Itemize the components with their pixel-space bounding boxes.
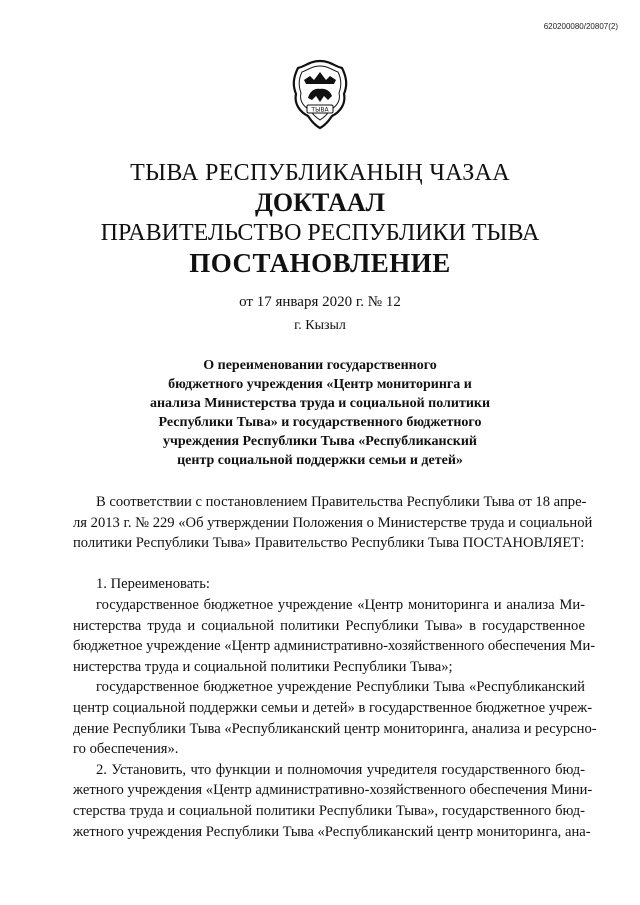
subject-line: Республики Тыва» и государственного бюджетного — [158, 415, 482, 430]
subject-line: центр социальной поддержки семьи и детей» — [177, 453, 463, 468]
government-name-russian: ПРАВИТЕЛЬСТВО РЕСПУБЛИКИ ТЫВА — [100, 220, 540, 246]
body-line: 2. Установить, что функции и полномочия учредителя государственного бюд- — [96, 761, 585, 778]
coat-of-arms-emblem — [290, 58, 350, 130]
body-line: го обеспечения». — [73, 741, 179, 758]
body-line: бюджетное учреждение «Центр административно-хозяйственного обеспечения Ми- — [73, 638, 596, 655]
document-type-russian: ПОСТАНОВЛЕНИЕ — [189, 248, 451, 278]
body-line: политики Республики Тыва» Правительство Республики Тыва ПОСТАНОВЛЯЕТ: — [73, 535, 585, 552]
document-type-tuvan: ДОКТААЛ — [255, 188, 385, 217]
body-line: нистерства труда и социальной политики Республики Тыва» в государственное — [73, 617, 585, 634]
document-number: 620200080/20807(2) — [543, 22, 618, 31]
document-city: г. Кызыл — [294, 318, 346, 333]
body-line: дение Республики Тыва «Республиканский центр мониторинга, анализа и ресурсно- — [73, 720, 597, 737]
subject-line: О переименовании государственного — [203, 358, 437, 373]
government-name-tuvan: ТЫВА РЕСПУБЛИКАНЫҢ ЧАЗАА — [130, 160, 510, 186]
document-subject — [120, 356, 520, 470]
body-line: нистерства труда и социальной политики Республики Тыва»; — [73, 658, 453, 675]
subject-line: учреждения Республики Тыва «Республиканский — [163, 434, 477, 449]
document-body — [73, 492, 597, 842]
body-line: ля 2013 г. № 229 «Об утверждении Положения о Министерстве труда и социальной — [73, 514, 593, 531]
document-date: от 17 января 2020 г. № 12 — [239, 294, 401, 310]
body-line: стерства труда и социальной политики Республики Тыва», государственного бюд- — [73, 802, 585, 819]
body-line: жетного учреждения «Центр административно-хозяйственного обеспечения Мини- — [73, 782, 593, 799]
body-line: государственное бюджетное учреждение Республики Тыва «Республиканский — [96, 679, 585, 696]
body-line: В соответствии с постановлением Правительства Республики Тыва от 18 апре- — [96, 494, 587, 510]
svg-text:ТЫВА: ТЫВА — [311, 106, 329, 114]
body-line: центр социальной поддержки семьи и детей» в государственное бюджетное учреж- — [73, 699, 593, 716]
body-line: государственное бюджетное учреждение «Центр мониторинга и анализа Ми- — [96, 596, 585, 613]
item-heading: 1. Переименовать: — [96, 576, 210, 593]
subject-line: анализа Министерства труда и социальной политики — [149, 396, 491, 411]
body-line: жетного учреждения Республики Тыва «Республиканский центр мониторинга, ана- — [73, 823, 591, 840]
subject-line: бюджетного учреждения «Центр мониторинга и — [168, 377, 472, 392]
